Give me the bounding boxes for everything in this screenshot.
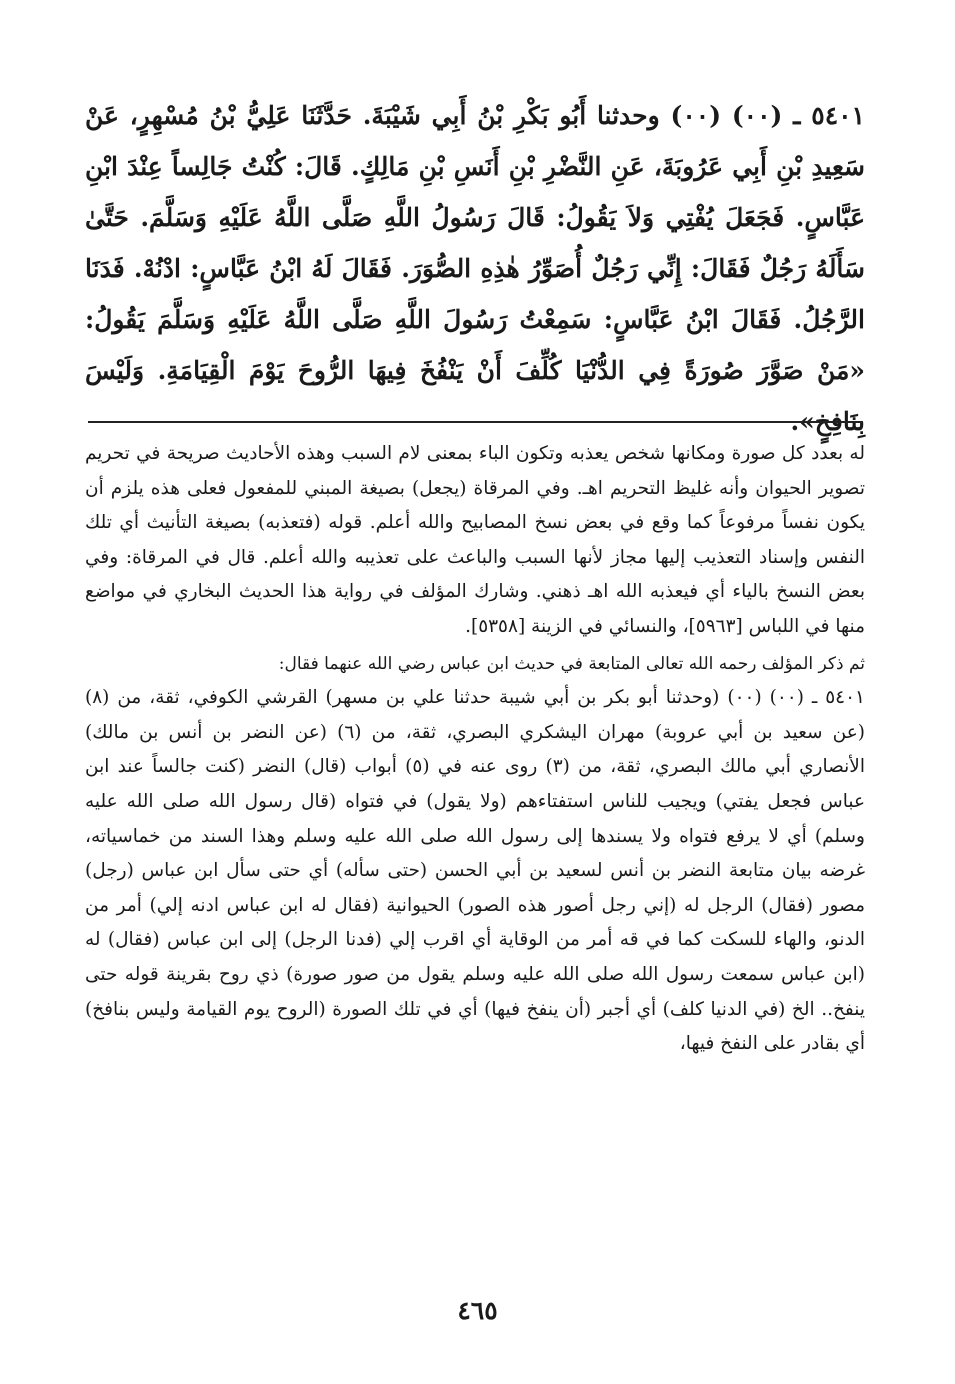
commentary-intro: ثم ذكر المؤلف رحمه الله تعالى المتابعة في حديث ابن عباس رضي الله عنهما فقال:: [278, 653, 865, 674]
footnote-divider: [88, 421, 863, 423]
hadith-text-block: [85, 90, 865, 447]
commentary-paragraph-chain: ٥٤٠١ ـ (٠٠) (٠٠) (وحدثنا أبو بكر بن أبي شيبة حدثنا علي بن مسهر) القرشي الكوفي، ثقة، من (٨) (عن سعيد بن أبي عروبة) مهران اليشكري البصري، ثقة، من (٦) (عن النضر بن أنس بن مالك) الأنصاري أبي مالك البصري، ثقة، من (٣) روى عنه في (٥) أبواب (قال) النضر (كنت جالساً عند ابن عباس فجعل يفتي) ويجيب للناس استفتاءهم (ولا يقول) في فتواه (قال رسول الله صلى الله عليه وسلم) أي لا يرفع فتواه ولا يسندها إلى رسول الله صلى الله عليه وسلم وهذا السند من خماسياته، غرضه بيان متابعة النضر بن أنس لسعيد بن أبي الحسن (حتى سأله) أي حتى سأل ابن عباس (رجل) مصور (فقال) الرجل له (إني رجل أصور هذه الصور) الحيوانية (فقال له ابن عباس ادنه إلي) أمر من الدنو، والهاء للسكت كما في قه أمر من الوقاية أي اقرب إلي (فدنا الرجل) إلى ابن عباس (فقال) له (ابن عباس سمعت رسول الله صلى الله عليه وسلم يقول من صور صورة) ذي روح بقرينة قوله حتى ينفخ.. الخ (في الدنيا كلف) أي أجبر (أن ينفخ فيها) أي في تلك الصورة (الروح يوم القيامة وليس بنافخ) أي بقادر على النفخ فيها،: [85, 687, 866, 1055]
commentary-block: [85, 437, 865, 1062]
commentary-paragraph: له بعدد كل صورة ومكانها شخص يعذبه وتكون الباء بمعنى لام السبب وهذه الأحاديث صريحة في تحريم تصوير الحيوان وأنه غليظ التحريم اهـ. وفي المرقاة (يجعل) بصيغة المبني للمفعول فعلى هذه يلزم أن يكون نفساً مرفوعاً كما وقع في بعض نسخ المصابيح والله أعلم. قوله (فتعذبه) بصيغة التأنيث أي تلك النفس وإسناد التعذيب إليها مجاز لأنها السبب والباعث على تعذيبه والله أعلم. قال في المرقاة: وفي بعض النسخ بالياء أي فيعذبه الله اهـ ذهني. وشارك المؤلف في رواية هذا الحديث البخاري في مواضع منها في اللباس [٥٩٦٣]، والنسائي في الزينة [٥٣٥٨].: [85, 443, 865, 637]
hadith-paragraph: ٥٤٠١ ـ (٠٠) (٠٠) وحدثنا أَبُو بَكْرِ بْنُ أَبِي شَيْبَةَ. حَدَّثَنَا عَلِيُّ بْنُ مُسْهِرٍ، عَنْ سَعِيدِ بْنِ أَبِي عَرُوبَةَ، عَنِ النَّضْرِ بْنِ أَنَسِ بْنِ مَالِكٍ. قَالَ: كُنْتُ جَالِساً عِنْدَ ابْنِ عَبَّاسٍ. فَجَعَلَ يُفْتِي وَلاَ يَقُولُ: قَالَ رَسُولُ اللَّهِ صَلَّى اللَّهُ عَلَيْهِ وَسَلَّمَ. حَتَّىٰ سَأَلَهُ رَجُلٌ فَقَالَ: إِنِّي رَجُلٌ أُصَوِّرُ هٰذِهِ الصُّوَرَ. فَقَالَ لَهُ ابْنُ عَبَّاسٍ: ادْنُهْ. فَدَنَا الرَّجُلُ. فَقَالَ ابْنُ عَبَّاسٍ: سَمِعْتُ رَسُولَ اللَّهِ صَلَّى اللَّهُ عَلَيْهِ وَسَلَّمَ يَقُولُ: «مَنْ صَوَّرَ صُورَةً فِي الدُّنْيَا كُلِّفَ أَنْ يَنْفُخَ فِيهَا الرُّوحَ يَوْمَ الْقِيَامَةِ. وَلَيْسَ بِنَافِخٍ».: [85, 101, 865, 436]
page-number: ٤٦٥: [457, 1296, 498, 1325]
